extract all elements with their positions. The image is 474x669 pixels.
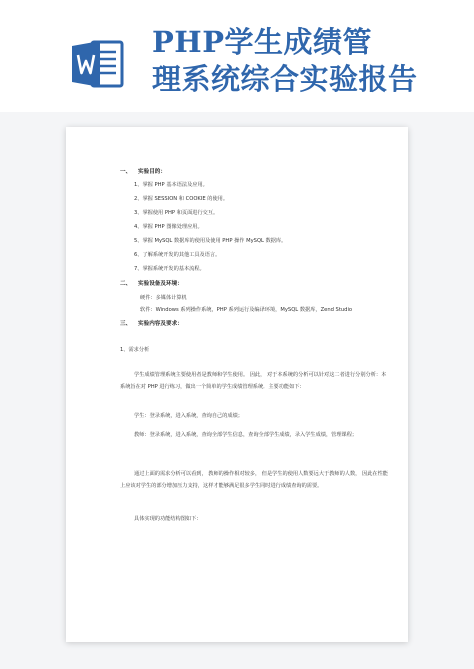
section-heading-1 [120, 167, 166, 175]
title-line-2: 理系统综合实验报告 [152, 62, 418, 96]
section-title: 实验目的： [138, 169, 166, 175]
section-title: 实验内容及要求： [138, 321, 183, 327]
paragraph: 通过上面的需求分析可以看到， 教师的操作相对较多， 但是学生的使用人数要远大于教师的人数， 因此在性能上应该对学生的部分增加压力支持，这样才能够满足很多学生同时进行成绩查询的需要。 [120, 471, 388, 489]
title-line-1: PHP学生成绩管 [152, 25, 373, 59]
word-document-icon [70, 38, 126, 90]
subheading: 1、需求分析 [120, 347, 150, 353]
section-number: 三、 [120, 321, 132, 327]
section-number: 一、 [120, 169, 132, 175]
list-item: 4、掌握 PHP 图像处理应用。 [134, 224, 203, 230]
teacher-line: 教师：登录系统，进入系统，查询全部学生信息，查询全部学生成绩，录入学生成绩，管理课程； [134, 432, 358, 438]
header-banner [0, 0, 474, 112]
section-heading-2 [120, 279, 183, 287]
software-line: 软件：Windows 系列操作系统，PHP 系列运行及编译环境，MySQL 数据库，Zend Studio [140, 307, 353, 313]
paragraph: 学生成绩管理系统主要使用者是教师和学生使用。 因此， 对于本系统的分析可以针对这二者进行分别分析：本系统旨在对 PHP 进行练习，做出一个简单的学生成绩管理系统．主要功能如下： [120, 372, 387, 390]
list-item: 1、掌握 PHP 基本语法及应用。 [134, 182, 208, 188]
section-number: 二、 [120, 281, 132, 287]
list-item: 6、了解系统开发的其他工具及语言。 [134, 252, 221, 258]
list-item: 2、掌握 SESSION 和 COOKIE 的使用。 [134, 196, 229, 202]
student-line: 学生：登录系统，进入系统，查询自己的成绩； [134, 413, 243, 419]
list-item: 7、掌握系统开发的基本流程。 [134, 266, 205, 272]
list-item: 5、掌握 MySQL 数据库的使用及使用 PHP 操作 MySQL 数据库。 [134, 238, 287, 244]
hardware-line: 硬件：多媒体计算机 [140, 295, 187, 301]
paragraph: 具体实现的功能结构图如下： [134, 516, 202, 522]
section-heading-3 [120, 319, 183, 327]
section-title: 实验设备及环境： [138, 281, 183, 287]
page-title [152, 24, 462, 98]
document-page [66, 127, 408, 642]
list-item: 3、掌握使用 PHP 和页面进行交互。 [134, 210, 219, 216]
